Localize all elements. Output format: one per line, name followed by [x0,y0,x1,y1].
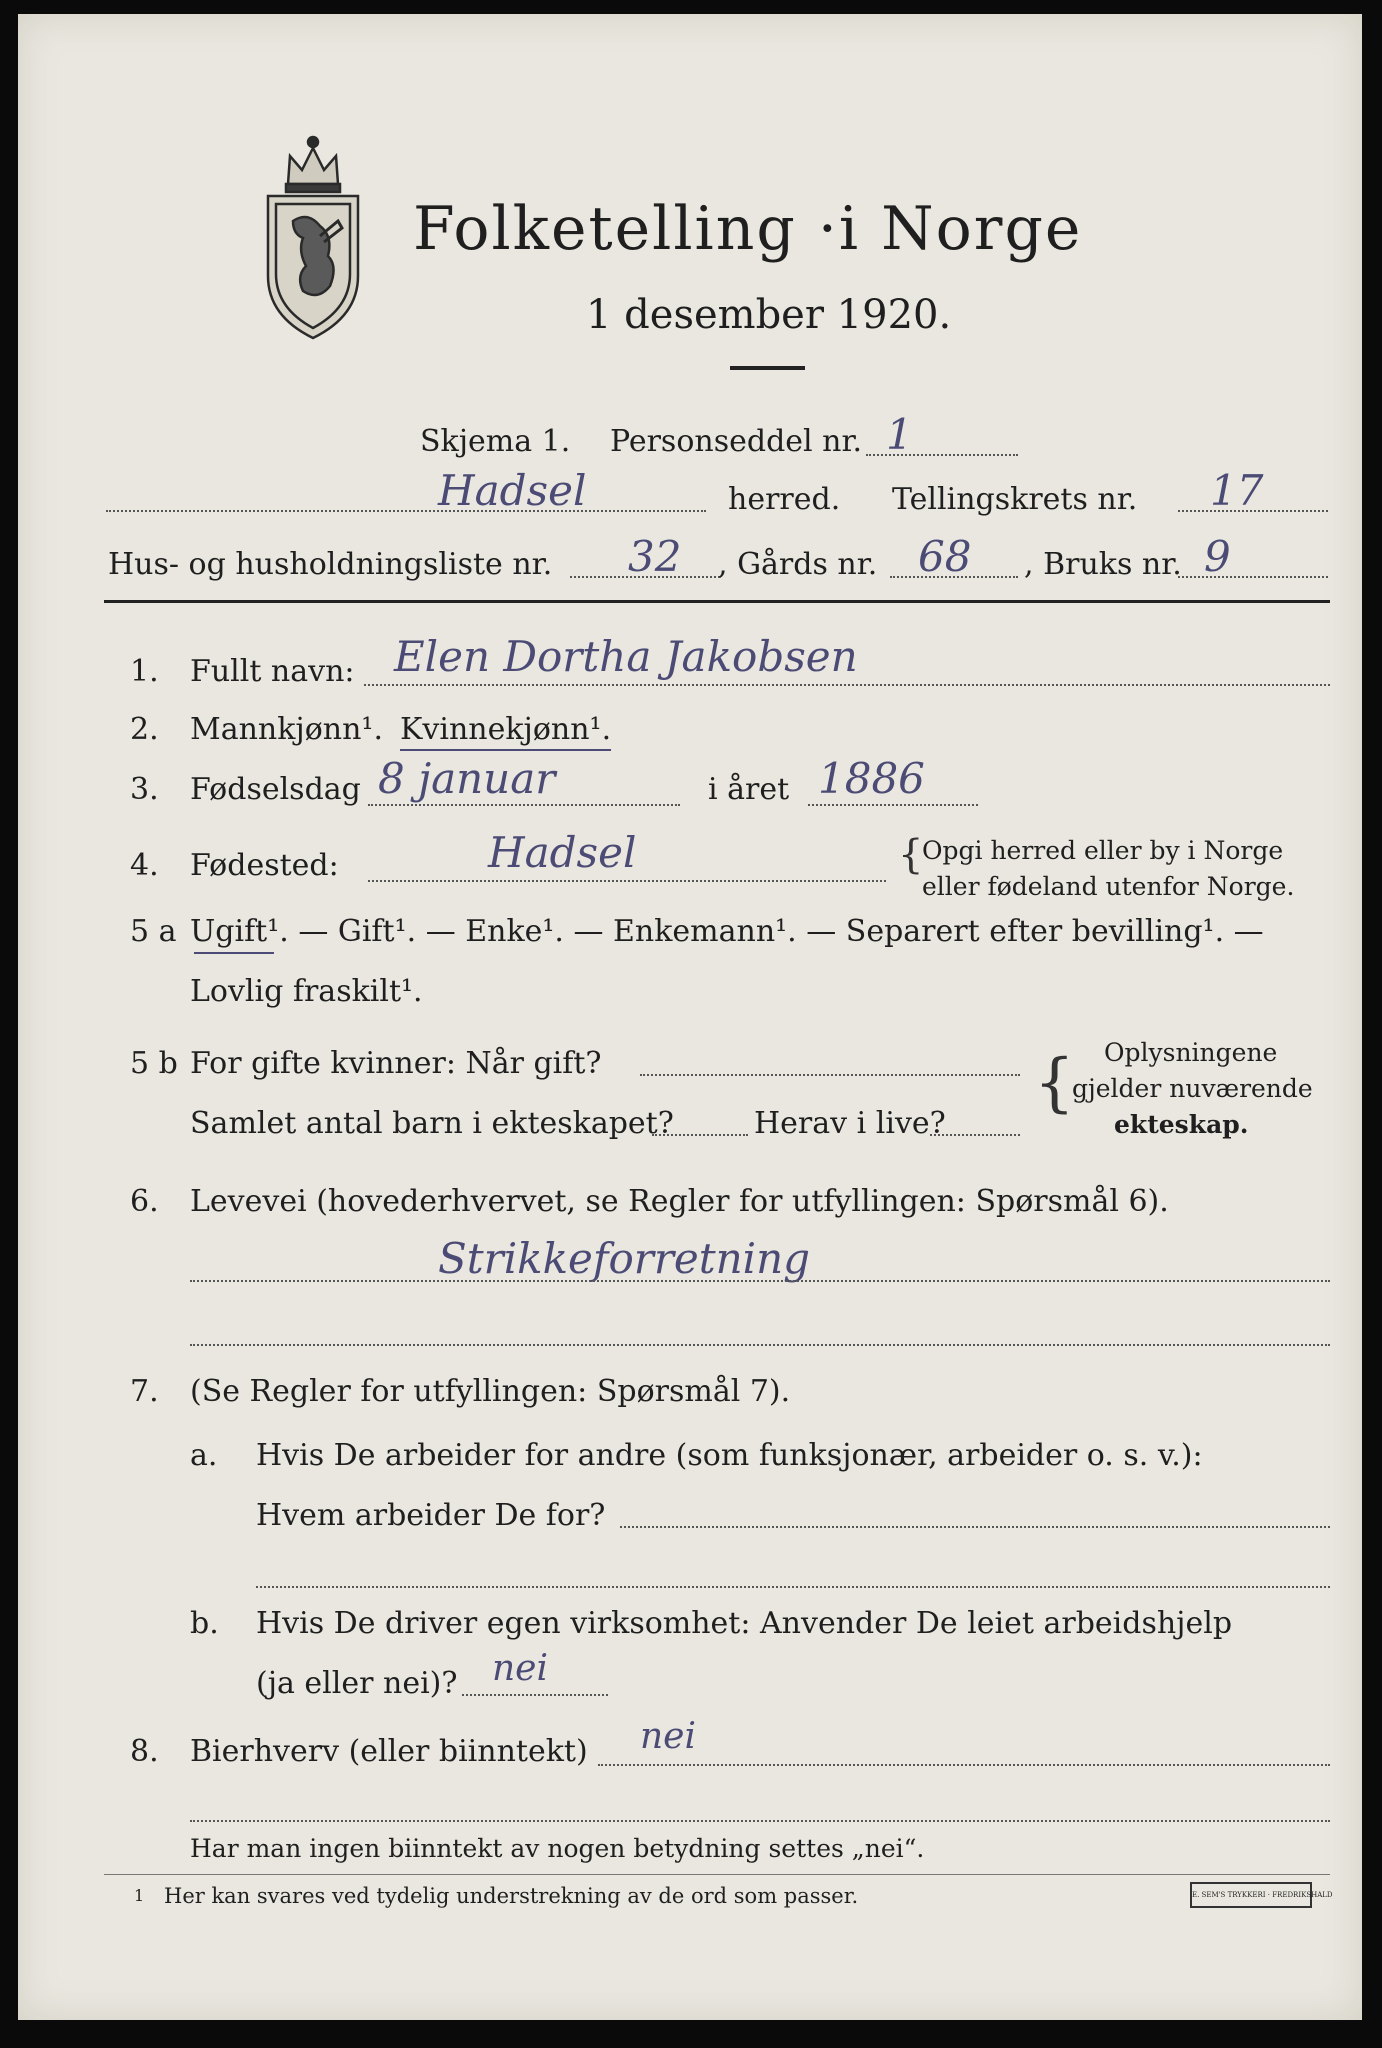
header-rule [104,600,1330,603]
q8-number: 8. [130,1734,159,1769]
bruks-label: , Bruks nr. [1024,547,1182,582]
q8-label: Bierhverv (eller biinntekt) [190,1734,588,1769]
q7-label: (Se Regler for utfyllingen: Spørsmål 7). [190,1374,791,1409]
norwegian-coat-of-arms-icon [258,126,368,341]
q2-female-option[interactable]: Kvinnekjønn¹. [400,712,611,751]
q4-note-bracket: { [898,832,924,878]
census-form-sheet [18,14,1362,2020]
herred-value[interactable]: Hadsel [438,466,587,515]
q5b-children-field-line [652,1134,748,1136]
q5b-alive-field-line [930,1134,1020,1136]
q7a-label-employer: Hvem arbeider De for? [256,1498,606,1533]
q5b-label-children: Samlet antal barn i ekteskapet? [190,1106,674,1141]
ugift-underline [194,952,274,954]
q5b-number: 5 b [130,1046,178,1081]
husholdningsliste-label: Hus- og husholdningsliste nr. [108,547,553,582]
q5a-number: 5 a [130,914,177,949]
q4-note-line2: eller fødeland utenfor Norge. [922,872,1295,901]
q6-number: 6. [130,1184,159,1219]
q8-value[interactable]: nei [640,1716,697,1757]
herred-label: herred. [728,482,841,517]
q4-label: Fødested: [190,848,339,883]
occupation-value[interactable]: Strikkeforretning [438,1234,811,1283]
q7a-field-line-1 [620,1526,1330,1528]
form-title: Folketelling ·i Norge [413,194,1083,264]
footnote-text: Her kan svares ved tydelig understrekning av de ord som passer. [164,1884,859,1908]
q7b-label: Hvis De driver egen virksomhet: Anvender De leiet arbeidshjelp [256,1606,1233,1641]
q7a-label: Hvis De arbeider for andre (som funksjonær, arbeider o. s. v.): [256,1438,1203,1473]
tellingskrets-label: Tellingskrets nr. [892,482,1138,517]
q3-year-label: i året [708,772,790,807]
marital-status-options[interactable]: Ugift¹. — Gift¹. — Enke¹. — Enkemann¹. — Separert efter bevilling¹. — [190,914,1264,949]
printer-stamp: E. SEM'S TRYKKERI · FREDRIKSHALD [1190,1882,1312,1908]
tellingskrets-value[interactable]: 17 [1210,466,1264,515]
q7a-field-line-2 [256,1586,1330,1588]
q7b-letter: b. [190,1606,219,1641]
q2-male-option[interactable]: Mannkjønn¹. [190,712,383,747]
skjema-label: Skjema 1. [420,424,571,459]
q3-day-field-line [368,804,680,806]
q4-field-line [368,880,886,882]
q1-label: Fullt navn: [190,654,355,689]
q5b-note-bracket: { [1034,1046,1075,1120]
q3-number: 3. [130,772,159,807]
q3-year-field-line [808,804,978,806]
q4-number: 4. [130,848,159,883]
q6-label: Levevei (hovederhvervet, se Regler for utfyllingen: Spørsmål 6). [190,1184,1169,1219]
marital-status-options-line2[interactable]: Lovlig fraskilt¹. [190,974,423,1009]
husholdningsliste-value[interactable]: 32 [628,532,682,581]
q1-number: 1. [130,654,159,689]
gards-label: , Gårds nr. [718,547,878,582]
q5b-note-line3: ekteskap. [1114,1110,1249,1139]
q1-field-line [364,684,1330,686]
title-divider [730,366,805,370]
q7-number: 7. [130,1374,159,1409]
gards-value[interactable]: 68 [918,532,972,581]
q5b-note-line1: Oplysningene [1104,1038,1278,1067]
q8-field-line-2 [190,1820,1330,1822]
footer-note: Har man ingen biinntekt av nogen betydning settes „nei“. [190,1834,925,1863]
q3-label: Fødselsdag [190,772,361,807]
q7b-value[interactable]: nei [492,1648,549,1689]
q5b-label-alive: Herav i live? [754,1106,946,1141]
full-name-value[interactable]: Elen Dortha Jakobsen [394,632,858,681]
birth-day-value[interactable]: 8 januar [378,754,556,803]
herred-field-line [106,510,706,512]
personseddel-value[interactable]: 1 [886,410,913,459]
birth-year-value[interactable]: 1886 [818,754,925,803]
q5b-married-field-line [640,1074,1020,1076]
footer-rule [104,1874,1330,1875]
q2-number: 2. [130,712,159,747]
bruks-value[interactable]: 9 [1204,532,1231,581]
personseddel-label: Personseddel nr. [610,424,863,459]
q5b-note-line2: gjelder nuværende [1072,1074,1313,1103]
bruks-field-line [1178,576,1328,578]
q7b-label-yesno: (ja eller nei)? [256,1666,458,1701]
q8-field-line-1 [598,1764,1330,1766]
q6-field-line-2 [190,1344,1330,1346]
form-date: 1 desember 1920. [586,292,952,338]
q7b-field-line [462,1694,608,1696]
footnote-mark: 1 [134,1886,145,1905]
q6-field-line-1 [190,1280,1330,1282]
q4-note-line1: Opgi herred eller by i Norge [922,836,1284,865]
q7a-letter: a. [190,1438,218,1473]
q5b-label-married: For gifte kvinner: Når gift? [190,1046,602,1081]
birthplace-value[interactable]: Hadsel [488,828,637,877]
